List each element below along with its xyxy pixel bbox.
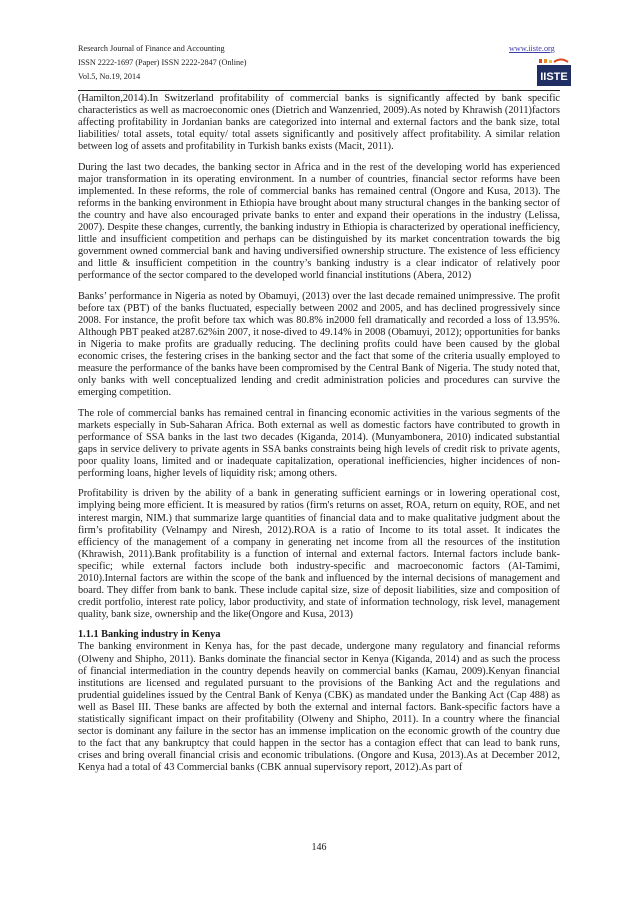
header-rule [78,90,560,91]
section-heading: 1.1.1 Banking industry in Kenya [78,629,221,641]
journal-title: Research Journal of Finance and Accounting [78,44,225,53]
issn-line: ISSN 2222-1697 (Paper) ISSN 2222-2847 (Online) [78,58,247,67]
paragraph: During the last two decades, the banking sector in Africa and in the rest of the developing world has experienced major transformation in its operating environment. In a number of countries, financial sector reforms have been implemented. In these reforms, the role of commercial banks has remained central (Ongore and Kusa, 2013). The reforms in the banking environment in Ethiopia have brought about many structural changes in the banking sector of the country and have also encouraged private banks to enter and expand their operations in the industry (Lelissa, 2007). Despite these changes, currently, the banking industry in Ethiopia is characterized by operational inefficiency, little and insufficient competition and perhaps can be distinguished by its market concentration towards the big government owned commercial bank and having undiversified ownership structure. The existence of less efficiency and little & insufficient competition in the country’s banking industry is a clear indicator of relatively poor performance of the sector compared to the developed world financial institutions (Abera, 2012) [78,161,560,282]
logo-text: IISTE [540,71,568,83]
paragraph: Banks’ performance in Nigeria as noted by Obamuyi, (2013) over the last decade remained unimpressive. The profit before tax (PBT) of the banks fluctuated, especially between 2002 and 2005, and has declined progressively since 2008. For instance, the profit before tax which was 80.8% in2000 fell dramatically and recorded a loss of 13.95%. Although PBT peaked at287.62%in 2007, it nose-dived to 49.14% in 2008 (Obamuyi, 2012); opportunities for banks in Nigeria to make profits are gradually reducing. The declining profits could have been caused by the global economic crises, the festering crises in the banking sector and the fact that some of the criteria usually employed to measure the performance of the banks have been compromised by the Central Bank of Nigeria. The study noted that, only banks with well conceptualized lending and credit administration policies and procedures can survive the emerging competition. [78,290,560,399]
volume-line: Vol.5, No.19, 2014 [78,72,141,81]
paragraph: The role of commercial banks has remained central in financing economic activities in the various segments of the markets especially in Sub-Saharan Africa. Both external as well as domestic factors have contributed to growth in performance of SSA banks in the last two decades (Kiganda, 2014). (Munyambonera, 2010) indicated substantial gaps in service delivery to private agents in SSA banks constraints being high levels of credit risk to private agents, poor quality loans, limited and or inadequate capitalization, operational inefficiencies, higher incidences of non-performing loans, higher levels of liquidity risk; among others. [78,407,560,479]
iiste-logo [537,58,571,86]
paragraph: (Hamilton,2014).In Switzerland profitability of commercial banks is significantly affected by bank specific characteristics as well as macroeconomic ones (Dietrich and Wanzenried, 2009).As noted by Khrawish (2011)factors affecting profitability in Jordanian banks are categorized into internal and external factors and the bank size, total liabilities/ total assets, total equity/ total assets significantly and positively affect profitability. A similar relation between log of assets and profitability in Turkish banks exists (Macit, 2011). [78,93,560,153]
section-paragraph: The banking environment in Kenya has, for the past decade, undergone many regulatory and financial reforms (Olweny and Shipho, 2011). Banks dominate the financial sector in Kenya (Kiganda, 2014) and as such the process of financial intermediation in the country depends heavily on commercial banks (Kamau, 2009).Kenyan financial institutions are licensed and regulated pursuant to the provisions of the Banking Act and the regulations and prudential guidelines issued by the Central Bank of Kenya (CBK) as mandated under the Banking Act (Cap 488) as well as Basel III. These banks are affected by both the external and internal factors. Bank-specific factors have a statistically significant impact on their profitability (Olweny and Shipho, 2011). In a country where the financial sector is dominant any failure in the sector has an immense implication on the economic growth of the country due to the fact that any bankruptcy that could happen in the sector has a contagion effect that can lead to bank runs, crises and bring overall financial crisis and economic tribulations. (Ongore and Kusa, 2013).As at December 2012, Kenya had a total of 43 Commercial banks (CBK annual supervisory report, 2012).As part of [78,641,560,773]
paragraph: Profitability is driven by the ability of a bank in generating sufficient earnings or in lowering operational cost, implying being more efficient. It is measured by ratios (firm's returns on asset, ROA, return on equity, ROE, and net interest margin, NIM.) that summarize large quantities of financial data and to make qualitative judgment about the firm’s profitability (Velnampy and Niresh, 2012).ROA is a ratio of Income to its total asset. It indicates the efficiency of the management of a company in generating net income from all the resources of the institution (Khrawish, 2011).Bank profitability is a function of internal and external factors. Internal factors include bank-specific; while external factors include both industry-specific and macroeconomic factors (Al-Tamimi, 2010).Internal factors are within the scope of the bank and influenced by the internal decisions of management and board. They differ from bank to bank. These include capital size, size of deposit liabilities, size and composition of credit portfolio, interest rate policy, labor productivity, and state of information technology, risk level, management quality, bank size, ownership and the like(Ongore and Kusa, 2013) [78,488,560,620]
page-number: 146 [311,842,327,853]
journal-url-link[interactable]: www.iiste.org [509,44,555,53]
article-body [78,93,560,782]
